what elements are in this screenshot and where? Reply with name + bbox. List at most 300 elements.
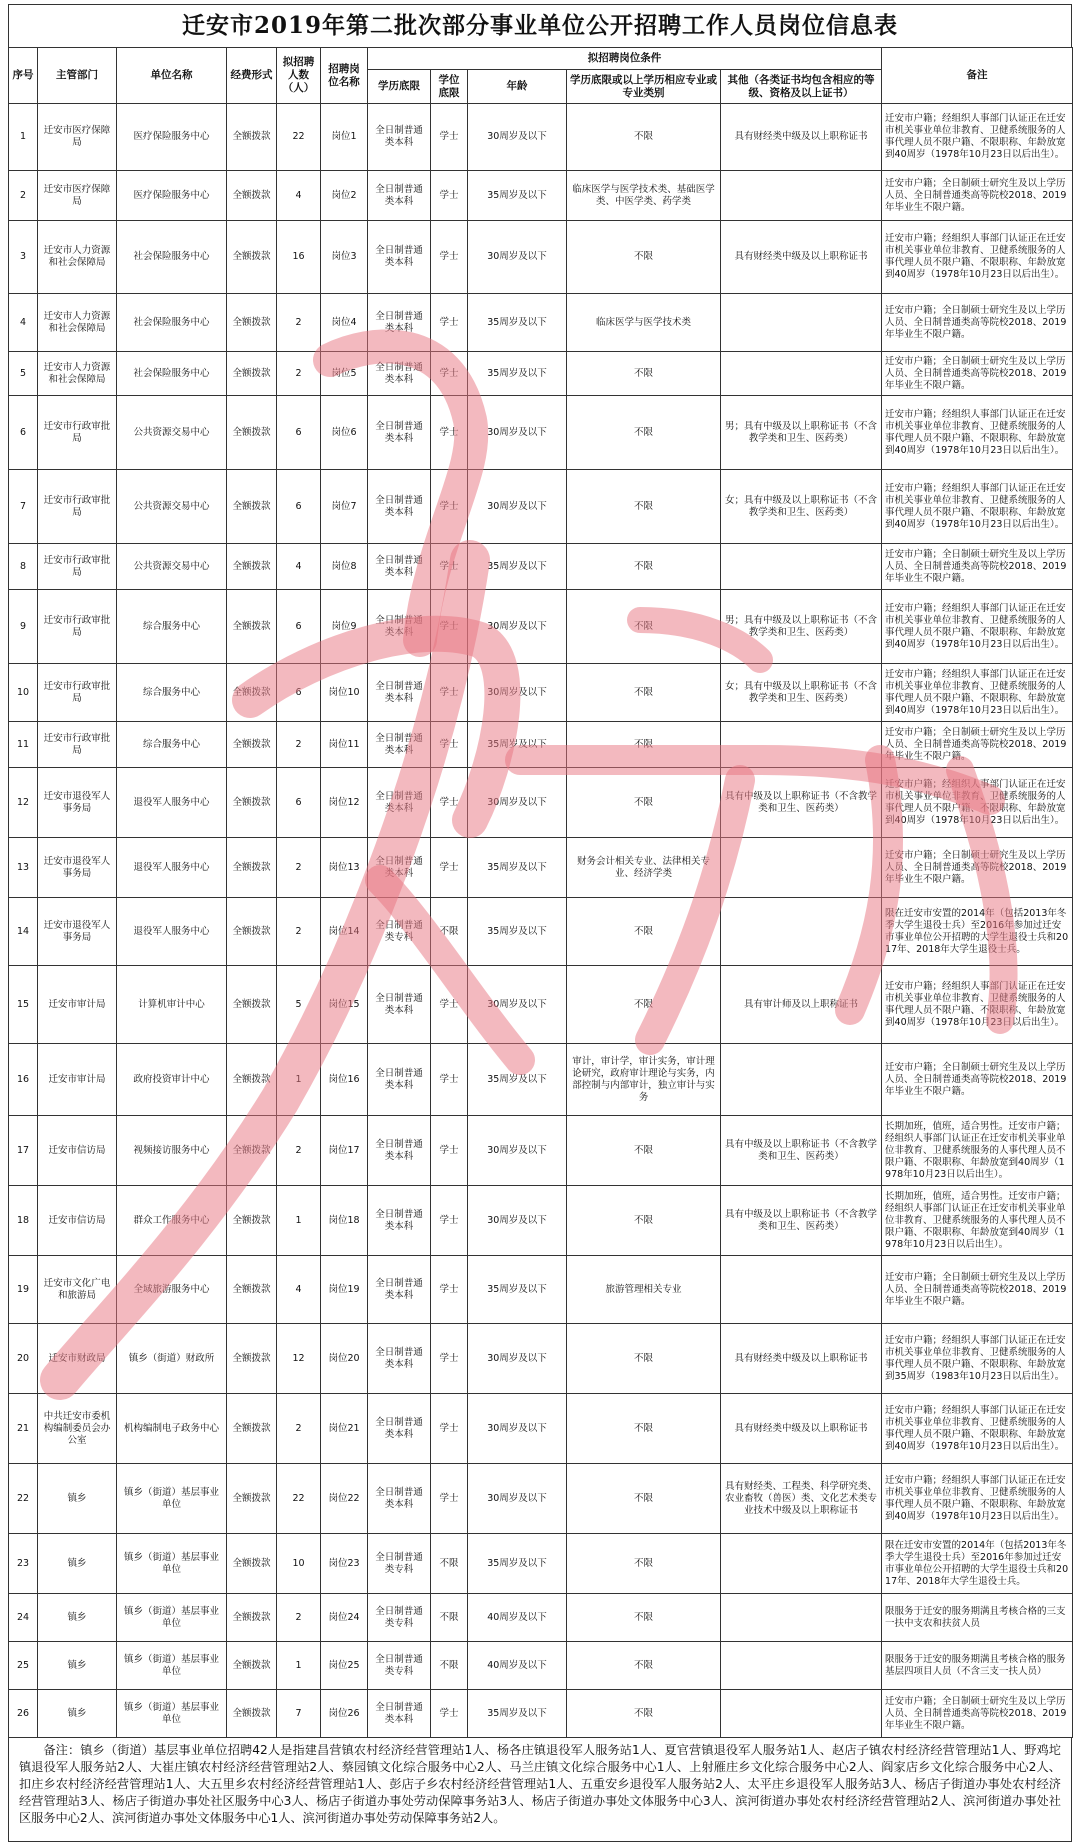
table-row bbox=[9, 1116, 1073, 1186]
cell-major: 临床医学与医学技术类 bbox=[567, 294, 721, 352]
cell-edu: 全日制普通类本科 bbox=[368, 171, 431, 221]
cell-edu: 全日制普通类本科 bbox=[368, 221, 431, 294]
cell-age: 30周岁及以下 bbox=[468, 104, 567, 171]
table-row bbox=[9, 221, 1073, 294]
cell-unit: 视频接访服务中心 bbox=[117, 1116, 227, 1186]
cell-age: 30周岁及以下 bbox=[468, 1186, 567, 1256]
cell-no: 18 bbox=[9, 1186, 38, 1256]
cell-no: 12 bbox=[9, 768, 38, 838]
cell-unit: 医疗保险服务中心 bbox=[117, 171, 227, 221]
cell-note: 迁安市户籍；全日制硕士研究生及以上学历人员、全日制普通类高等院校2018、2019年毕业生不限户籍。 bbox=[882, 838, 1073, 898]
cell-major: 不限 bbox=[567, 722, 721, 768]
cell-unit: 镇乡（街道）基层事业单位 bbox=[117, 1642, 227, 1690]
cell-edu: 全日制普通类本科 bbox=[368, 1324, 431, 1394]
cell-dept: 迁安市信访局 bbox=[38, 1116, 117, 1186]
cell-post: 岗位16 bbox=[321, 1044, 368, 1116]
cell-major: 不限 bbox=[567, 1594, 721, 1642]
cell-note: 迁安市户籍；经组织人事部门认证正在迁安市机关事业单位非教育、卫健系统服务的人事代理人员不限户籍、不限职称、年龄放宽到35周岁（1983年10月23日以后出生）。 bbox=[882, 1324, 1073, 1394]
cell-major: 不限 bbox=[567, 1116, 721, 1186]
cell-count: 2 bbox=[277, 1394, 321, 1464]
cell-unit: 退役军人服务中心 bbox=[117, 838, 227, 898]
cell-count: 5 bbox=[277, 966, 321, 1044]
cell-edu: 全日制普通类本科 bbox=[368, 470, 431, 544]
cell-dept: 镇乡 bbox=[38, 1464, 117, 1534]
cell-no: 17 bbox=[9, 1116, 38, 1186]
cell-major: 不限 bbox=[567, 470, 721, 544]
cell-edu: 全日制普通类本科 bbox=[368, 1044, 431, 1116]
cell-funding: 全额拨款 bbox=[227, 722, 277, 768]
cell-no: 2 bbox=[9, 171, 38, 221]
cell-note: 长期加班，值班，适合男性。迁安市户籍；经组织人事部门认证正在迁安市机关事业单位非教育、卫健系统服务的人事代理人员不限户籍、不限职称、年龄放宽到40周岁（1978年10月23日以后出生）。 bbox=[882, 1116, 1073, 1186]
cell-funding: 全额拨款 bbox=[227, 1186, 277, 1256]
cell-other: 男；具有中级及以上职称证书（不含教学类和卫生、医药类） bbox=[721, 590, 882, 664]
cell-count: 2 bbox=[277, 352, 321, 396]
cell-degree: 学士 bbox=[431, 1464, 468, 1534]
cell-unit: 机构编制电子政务中心 bbox=[117, 1394, 227, 1464]
cell-no: 6 bbox=[9, 396, 38, 470]
table-row bbox=[9, 1256, 1073, 1324]
cell-unit: 综合服务中心 bbox=[117, 722, 227, 768]
cell-note: 迁安市户籍；经组织人事部门认证正在迁安市机关事业单位非教育、卫健系统服务的人事代理人员不限户籍、不限职称、年龄放宽到40周岁（1978年10月23日以后出生）。 bbox=[882, 1394, 1073, 1464]
cell-unit: 社会保险服务中心 bbox=[117, 221, 227, 294]
cell-funding: 全额拨款 bbox=[227, 171, 277, 221]
cell-edu: 全日制普通类本科 bbox=[368, 544, 431, 590]
cell-note: 迁安市户籍；经组织人事部门认证正在迁安市机关事业单位非教育、卫健系统服务的人事代理人员不限户籍、不限职称、年龄放宽到40周岁（1978年10月23日以后出生）。 bbox=[882, 104, 1073, 171]
cell-edu: 全日制普通类本科 bbox=[368, 768, 431, 838]
cell-post: 岗位18 bbox=[321, 1186, 368, 1256]
cell-note: 迁安市户籍；全日制硕士研究生及以上学历人员、全日制普通类高等院校2018、2019年毕业生不限户籍。 bbox=[882, 722, 1073, 768]
cell-edu: 全日制普通类专科 bbox=[368, 1642, 431, 1690]
cell-count: 16 bbox=[277, 221, 321, 294]
cell-other: 具有财经类、工程类、科学研究类、农业畜牧（兽医）类、文化艺术类专业技术中级及以上职称证书 bbox=[721, 1464, 882, 1534]
cell-unit: 镇乡（街道）财政所 bbox=[117, 1324, 227, 1394]
cell-note: 迁安市户籍；经组织人事部门认证正在迁安市机关事业单位非教育、卫健系统服务的人事代理人员不限户籍、不限职称、年龄放宽到40周岁（1978年10月23日以后出生）。 bbox=[882, 768, 1073, 838]
cell-other bbox=[721, 898, 882, 966]
cell-dept: 迁安市审计局 bbox=[38, 1044, 117, 1116]
cell-other bbox=[721, 352, 882, 396]
cell-count: 4 bbox=[277, 1256, 321, 1324]
cell-funding: 全额拨款 bbox=[227, 1044, 277, 1116]
footnote: 备注：镇乡（街道）基层事业单位招聘42人是指建昌营镇农村经济经营管理站1人、杨各庄镇退役军人服务站1人、夏官营镇退役军人服务站1人、赵店子镇农村经济经营管理站1人、野鸡坨镇退役军人服务站2人、大崔庄镇农村经济经营管理站2人、蔡园镇文化综合服务中心2人、马兰庄镇文化综合服务中心1人、上射雁庄乡文化综合服务中心2人、阎家店乡文化综合服务中心2人、扣庄乡农村经济经营管理站1人、大五里乡农村经济经营管理站1人、彭店子乡农村经济经营管理站1人、五重安乡退役军人服务站2人、太平庄乡退役军人服务站3人、杨店子街道办事处农村经济经营管理站3人、杨店子街道办事处社区服务中心3人、杨店子街道办事处劳动保障事务站3人、杨店子街道办事处文体服务中心3人、滨河街道办事处农村经济经营管理站2人、滨河街道办事处社区服务中心2人、滨河街道办事处文体服务中心1人、滨河街道办事处劳动保障事务站2人。 bbox=[8, 1738, 1072, 1842]
cell-funding: 全额拨款 bbox=[227, 1394, 277, 1464]
cell-degree: 不限 bbox=[431, 1642, 468, 1690]
table-row bbox=[9, 171, 1073, 221]
cell-no: 19 bbox=[9, 1256, 38, 1324]
cell-funding: 全额拨款 bbox=[227, 396, 277, 470]
cell-count: 10 bbox=[277, 1534, 321, 1594]
cell-note: 限在迁安市安置的2014年（包括2013年冬季大学生退役士兵）至2016年参加过迁安市事业单位公开招聘的大学生退役士兵和2017年、2018年大学生退役士兵。 bbox=[882, 1534, 1073, 1594]
table-row bbox=[9, 352, 1073, 396]
cell-major: 不限 bbox=[567, 544, 721, 590]
cell-count: 6 bbox=[277, 470, 321, 544]
cell-funding: 全额拨款 bbox=[227, 898, 277, 966]
table-row bbox=[9, 544, 1073, 590]
cell-no: 13 bbox=[9, 838, 38, 898]
cell-other: 具有财经类中级及以上职称证书 bbox=[721, 1394, 882, 1464]
cell-funding: 全额拨款 bbox=[227, 768, 277, 838]
header-major: 学历底限或以上学历相应专业或专业类别 bbox=[567, 70, 721, 104]
header-count: 拟招聘人数（人） bbox=[277, 48, 321, 104]
cell-no: 4 bbox=[9, 294, 38, 352]
cell-age: 35周岁及以下 bbox=[468, 1044, 567, 1116]
cell-degree: 学士 bbox=[431, 590, 468, 664]
cell-note: 迁安市户籍；经组织人事部门认证正在迁安市机关事业单位非教育、卫健系统服务的人事代理人员不限户籍、不限职称、年龄放宽到40周岁（1978年10月23日以后出生）。 bbox=[882, 470, 1073, 544]
cell-note: 迁安市户籍；经组织人事部门认证正在迁安市机关事业单位非教育、卫健系统服务的人事代理人员不限户籍、不限职称、年龄放宽到40周岁（1978年10月23日以后出生）。 bbox=[882, 1464, 1073, 1534]
cell-unit: 全域旅游服务中心 bbox=[117, 1256, 227, 1324]
cell-count: 1 bbox=[277, 1044, 321, 1116]
cell-unit: 医疗保险服务中心 bbox=[117, 104, 227, 171]
cell-post: 岗位15 bbox=[321, 966, 368, 1044]
cell-edu: 全日制普通类本科 bbox=[368, 1690, 431, 1738]
cell-funding: 全额拨款 bbox=[227, 544, 277, 590]
cell-other bbox=[721, 1594, 882, 1642]
cell-age: 35周岁及以下 bbox=[468, 294, 567, 352]
cell-count: 2 bbox=[277, 1116, 321, 1186]
cell-edu: 全日制普通类本科 bbox=[368, 966, 431, 1044]
cell-note: 迁安市户籍；全日制硕士研究生及以上学历人员、全日制普通类高等院校2018、2019年毕业生不限户籍。 bbox=[882, 171, 1073, 221]
cell-count: 6 bbox=[277, 768, 321, 838]
cell-age: 40周岁及以下 bbox=[468, 1642, 567, 1690]
cell-edu: 全日制普通类本科 bbox=[368, 1186, 431, 1256]
cell-funding: 全额拨款 bbox=[227, 294, 277, 352]
cell-dept: 迁安市财政局 bbox=[38, 1324, 117, 1394]
cell-degree: 学士 bbox=[431, 1116, 468, 1186]
cell-age: 30周岁及以下 bbox=[468, 590, 567, 664]
cell-post: 岗位22 bbox=[321, 1464, 368, 1534]
cell-edu: 全日制普通类本科 bbox=[368, 294, 431, 352]
cell-age: 35周岁及以下 bbox=[468, 544, 567, 590]
cell-count: 4 bbox=[277, 544, 321, 590]
cell-edu: 全日制普通类本科 bbox=[368, 1394, 431, 1464]
cell-major: 不限 bbox=[567, 352, 721, 396]
cell-funding: 全额拨款 bbox=[227, 590, 277, 664]
cell-unit: 社会保险服务中心 bbox=[117, 352, 227, 396]
cell-degree: 学士 bbox=[431, 544, 468, 590]
cell-no: 20 bbox=[9, 1324, 38, 1394]
cell-note: 限服务于迁安的服务期满且考核合格的三支一扶中支农和扶贫人员 bbox=[882, 1594, 1073, 1642]
cell-post: 岗位7 bbox=[321, 470, 368, 544]
cell-dept: 迁安市退役军人事务局 bbox=[38, 898, 117, 966]
cell-funding: 全额拨款 bbox=[227, 221, 277, 294]
cell-age: 30周岁及以下 bbox=[468, 966, 567, 1044]
cell-edu: 全日制普通类本科 bbox=[368, 1256, 431, 1324]
cell-funding: 全额拨款 bbox=[227, 1256, 277, 1324]
cell-age: 30周岁及以下 bbox=[468, 396, 567, 470]
cell-unit: 社会保险服务中心 bbox=[117, 294, 227, 352]
cell-dept: 迁安市退役军人事务局 bbox=[38, 838, 117, 898]
cell-major: 旅游管理相关专业 bbox=[567, 1256, 721, 1324]
header-no: 序号 bbox=[9, 48, 38, 104]
cell-other bbox=[721, 722, 882, 768]
cell-age: 35周岁及以下 bbox=[468, 1256, 567, 1324]
cell-age: 35周岁及以下 bbox=[468, 838, 567, 898]
table-row bbox=[9, 1642, 1073, 1690]
cell-edu: 全日制普通类本科 bbox=[368, 722, 431, 768]
cell-no: 3 bbox=[9, 221, 38, 294]
cell-no: 25 bbox=[9, 1642, 38, 1690]
cell-post: 岗位6 bbox=[321, 396, 368, 470]
cell-post: 岗位13 bbox=[321, 838, 368, 898]
cell-other: 女；具有中级及以上职称证书（不含教学类和卫生、医药类） bbox=[721, 470, 882, 544]
positions-table bbox=[8, 47, 1073, 1738]
cell-unit: 群众工作服务中心 bbox=[117, 1186, 227, 1256]
table-row bbox=[9, 104, 1073, 171]
cell-dept: 迁安市行政审批局 bbox=[38, 722, 117, 768]
cell-major: 不限 bbox=[567, 1324, 721, 1394]
table-row bbox=[9, 966, 1073, 1044]
cell-unit: 镇乡（街道）基层事业单位 bbox=[117, 1594, 227, 1642]
cell-edu: 全日制普通类专科 bbox=[368, 1594, 431, 1642]
cell-edu: 全日制普通类本科 bbox=[368, 1464, 431, 1534]
cell-funding: 全额拨款 bbox=[227, 104, 277, 171]
cell-count: 2 bbox=[277, 1594, 321, 1642]
cell-post: 岗位20 bbox=[321, 1324, 368, 1394]
cell-major: 不限 bbox=[567, 768, 721, 838]
cell-major: 不限 bbox=[567, 590, 721, 664]
cell-note: 限在迁安市安置的2014年（包括2013年冬季大学生退役士兵）至2016年参加过迁安市事业单位公开招聘的大学生退役士兵和2017年、2018年大学生退役士兵。 bbox=[882, 898, 1073, 966]
table-row bbox=[9, 1690, 1073, 1738]
table-row bbox=[9, 294, 1073, 352]
cell-edu: 全日制普通类专科 bbox=[368, 1534, 431, 1594]
cell-major: 财务会计相关专业、法律相关专业、经济学类 bbox=[567, 838, 721, 898]
cell-other: 具有中级及以上职称证书（不含教学类和卫生、医药类） bbox=[721, 1186, 882, 1256]
cell-edu: 全日制普通类本科 bbox=[368, 838, 431, 898]
cell-unit: 退役军人服务中心 bbox=[117, 768, 227, 838]
cell-post: 岗位8 bbox=[321, 544, 368, 590]
cell-note: 迁安市户籍；全日制硕士研究生及以上学历人员、全日制普通类高等院校2018、2019年毕业生不限户籍。 bbox=[882, 294, 1073, 352]
header-unit: 单位名称 bbox=[117, 48, 227, 104]
cell-major: 不限 bbox=[567, 1642, 721, 1690]
cell-age: 30周岁及以下 bbox=[468, 1394, 567, 1464]
cell-funding: 全额拨款 bbox=[227, 838, 277, 898]
cell-other bbox=[721, 171, 882, 221]
table-row bbox=[9, 1534, 1073, 1594]
cell-other bbox=[721, 544, 882, 590]
cell-degree: 学士 bbox=[431, 1186, 468, 1256]
cell-major: 不限 bbox=[567, 396, 721, 470]
cell-funding: 全额拨款 bbox=[227, 1642, 277, 1690]
cell-post: 岗位25 bbox=[321, 1642, 368, 1690]
cell-note: 迁安市户籍；全日制硕士研究生及以上学历人员、全日制普通类高等院校2018、2019年毕业生不限户籍。 bbox=[882, 1044, 1073, 1116]
cell-degree: 学士 bbox=[431, 470, 468, 544]
table-row bbox=[9, 898, 1073, 966]
cell-post: 岗位19 bbox=[321, 1256, 368, 1324]
cell-no: 9 bbox=[9, 590, 38, 664]
cell-age: 35周岁及以下 bbox=[468, 1534, 567, 1594]
cell-degree: 学士 bbox=[431, 966, 468, 1044]
cell-major: 临床医学与医学技术类、基础医学类、中医学类、药学类 bbox=[567, 171, 721, 221]
cell-age: 30周岁及以下 bbox=[468, 664, 567, 722]
table-row bbox=[9, 396, 1073, 470]
cell-no: 23 bbox=[9, 1534, 38, 1594]
header-edu: 学历底限 bbox=[368, 70, 431, 104]
cell-major: 不限 bbox=[567, 1534, 721, 1594]
cell-no: 14 bbox=[9, 898, 38, 966]
cell-count: 1 bbox=[277, 1642, 321, 1690]
cell-count: 22 bbox=[277, 104, 321, 171]
cell-degree: 学士 bbox=[431, 664, 468, 722]
table-row bbox=[9, 768, 1073, 838]
cell-degree: 学士 bbox=[431, 722, 468, 768]
cell-funding: 全额拨款 bbox=[227, 470, 277, 544]
cell-dept: 镇乡 bbox=[38, 1594, 117, 1642]
cell-degree: 不限 bbox=[431, 1594, 468, 1642]
cell-count: 2 bbox=[277, 838, 321, 898]
cell-unit: 退役军人服务中心 bbox=[117, 898, 227, 966]
cell-degree: 学士 bbox=[431, 1324, 468, 1394]
cell-dept: 迁安市行政审批局 bbox=[38, 544, 117, 590]
cell-major: 不限 bbox=[567, 104, 721, 171]
cell-degree: 学士 bbox=[431, 171, 468, 221]
cell-note: 迁安市户籍；经组织人事部门认证正在迁安市机关事业单位非教育、卫健系统服务的人事代理人员不限户籍、不限职称、年龄放宽到40周岁（1978年10月23日以后出生）。 bbox=[882, 590, 1073, 664]
cell-other bbox=[721, 838, 882, 898]
cell-count: 6 bbox=[277, 590, 321, 664]
cell-dept: 迁安市人力资源和社会保障局 bbox=[38, 352, 117, 396]
cell-major: 不限 bbox=[567, 898, 721, 966]
table-row bbox=[9, 1394, 1073, 1464]
table-row bbox=[9, 1324, 1073, 1394]
cell-other: 女；具有中级及以上职称证书（不含教学类和卫生、医药类） bbox=[721, 664, 882, 722]
cell-degree: 学士 bbox=[431, 768, 468, 838]
cell-no: 11 bbox=[9, 722, 38, 768]
cell-count: 22 bbox=[277, 1464, 321, 1534]
cell-post: 岗位23 bbox=[321, 1534, 368, 1594]
cell-unit: 综合服务中心 bbox=[117, 590, 227, 664]
cell-dept: 迁安市医疗保障局 bbox=[38, 171, 117, 221]
cell-unit: 综合服务中心 bbox=[117, 664, 227, 722]
cell-age: 35周岁及以下 bbox=[468, 898, 567, 966]
cell-degree: 学士 bbox=[431, 1394, 468, 1464]
cell-funding: 全额拨款 bbox=[227, 664, 277, 722]
cell-degree: 学士 bbox=[431, 221, 468, 294]
cell-other: 具有中级及以上职称证书（不含教学类和卫生、医药类） bbox=[721, 768, 882, 838]
cell-edu: 全日制普通类本科 bbox=[368, 590, 431, 664]
cell-dept: 迁安市行政审批局 bbox=[38, 396, 117, 470]
cell-note: 迁安市户籍；全日制硕士研究生及以上学历人员、全日制普通类高等院校2018、2019年毕业生不限户籍。 bbox=[882, 544, 1073, 590]
cell-age: 30周岁及以下 bbox=[468, 768, 567, 838]
cell-other bbox=[721, 294, 882, 352]
cell-degree: 不限 bbox=[431, 1534, 468, 1594]
cell-no: 16 bbox=[9, 1044, 38, 1116]
cell-no: 8 bbox=[9, 544, 38, 590]
header-post: 招聘岗位名称 bbox=[321, 48, 368, 104]
cell-other: 具有中级及以上职称证书（不含教学类和卫生、医药类） bbox=[721, 1116, 882, 1186]
cell-note: 迁安市户籍；经组织人事部门认证正在迁安市机关事业单位非教育、卫健系统服务的人事代理人员不限户籍、不限职称、年龄放宽到40周岁（1978年10月23日以后出生）。 bbox=[882, 664, 1073, 722]
cell-edu: 全日制普通类本科 bbox=[368, 352, 431, 396]
cell-age: 30周岁及以下 bbox=[468, 221, 567, 294]
cell-degree: 学士 bbox=[431, 1044, 468, 1116]
table-row bbox=[9, 470, 1073, 544]
cell-dept: 迁安市行政审批局 bbox=[38, 470, 117, 544]
table-row bbox=[9, 664, 1073, 722]
cell-funding: 全额拨款 bbox=[227, 1464, 277, 1534]
cell-note: 长期加班，值班，适合男性。迁安市户籍；经组织人事部门认证正在迁安市机关事业单位非教育、卫健系统服务的人事代理人员不限户籍、不限职称、年龄放宽到40周岁（1978年10月23日以后出生）。 bbox=[882, 1186, 1073, 1256]
cell-count: 12 bbox=[277, 1324, 321, 1394]
cell-note: 迁安市户籍；经组织人事部门认证正在迁安市机关事业单位非教育、卫健系统服务的人事代理人员不限户籍、不限职称、年龄放宽到40周岁（1978年10月23日以后出生）。 bbox=[882, 221, 1073, 294]
cell-other: 男；具有中级及以上职称证书（不含教学类和卫生、医药类） bbox=[721, 396, 882, 470]
cell-dept: 迁安市退役军人事务局 bbox=[38, 768, 117, 838]
cell-major: 不限 bbox=[567, 1394, 721, 1464]
cell-unit: 公共资源交易中心 bbox=[117, 470, 227, 544]
cell-funding: 全额拨款 bbox=[227, 966, 277, 1044]
cell-count: 1 bbox=[277, 1186, 321, 1256]
cell-no: 26 bbox=[9, 1690, 38, 1738]
document-page bbox=[8, 4, 1072, 1831]
cell-post: 岗位26 bbox=[321, 1690, 368, 1738]
cell-degree: 学士 bbox=[431, 294, 468, 352]
header-note: 备注 bbox=[882, 48, 1073, 104]
cell-unit: 政府投资审计中心 bbox=[117, 1044, 227, 1116]
cell-unit: 镇乡（街道）基层事业单位 bbox=[117, 1464, 227, 1534]
table-row bbox=[9, 1044, 1073, 1116]
cell-degree: 不限 bbox=[431, 898, 468, 966]
cell-edu: 全日制普通类本科 bbox=[368, 104, 431, 171]
document-title: 迁安市2019年第二批次部分事业单位公开招聘工作人员岗位信息表 bbox=[8, 4, 1072, 47]
header-age: 年龄 bbox=[468, 70, 567, 104]
cell-other bbox=[721, 1044, 882, 1116]
cell-post: 岗位14 bbox=[321, 898, 368, 966]
cell-no: 22 bbox=[9, 1464, 38, 1534]
cell-other: 具有审计师及以上职称证书 bbox=[721, 966, 882, 1044]
cell-post: 岗位12 bbox=[321, 768, 368, 838]
cell-post: 岗位4 bbox=[321, 294, 368, 352]
cell-dept: 中共迁安市委机构编制委员会办公室 bbox=[38, 1394, 117, 1464]
cell-dept: 镇乡 bbox=[38, 1534, 117, 1594]
header-conditions-group: 拟招聘岗位条件 bbox=[368, 48, 882, 70]
cell-no: 7 bbox=[9, 470, 38, 544]
cell-age: 35周岁及以下 bbox=[468, 352, 567, 396]
cell-other bbox=[721, 1642, 882, 1690]
cell-post: 岗位10 bbox=[321, 664, 368, 722]
table-row bbox=[9, 1594, 1073, 1642]
cell-count: 6 bbox=[277, 396, 321, 470]
cell-dept: 迁安市审计局 bbox=[38, 966, 117, 1044]
cell-post: 岗位2 bbox=[321, 171, 368, 221]
cell-major: 不限 bbox=[567, 221, 721, 294]
cell-dept: 迁安市人力资源和社会保障局 bbox=[38, 294, 117, 352]
cell-other bbox=[721, 1256, 882, 1324]
table-row bbox=[9, 722, 1073, 768]
cell-count: 7 bbox=[277, 1690, 321, 1738]
cell-unit: 镇乡（街道）基层事业单位 bbox=[117, 1690, 227, 1738]
cell-post: 岗位11 bbox=[321, 722, 368, 768]
cell-note: 迁安市户籍；全日制硕士研究生及以上学历人员、全日制普通类高等院校2018、2019年毕业生不限户籍。 bbox=[882, 1690, 1073, 1738]
cell-degree: 学士 bbox=[431, 838, 468, 898]
cell-note: 迁安市户籍；全日制硕士研究生及以上学历人员、全日制普通类高等院校2018、2019年毕业生不限户籍。 bbox=[882, 1256, 1073, 1324]
cell-age: 30周岁及以下 bbox=[468, 1464, 567, 1534]
cell-post: 岗位17 bbox=[321, 1116, 368, 1186]
table-row bbox=[9, 838, 1073, 898]
cell-unit: 公共资源交易中心 bbox=[117, 544, 227, 590]
cell-funding: 全额拨款 bbox=[227, 1594, 277, 1642]
header-dept: 主管部门 bbox=[38, 48, 117, 104]
cell-count: 2 bbox=[277, 898, 321, 966]
cell-post: 岗位1 bbox=[321, 104, 368, 171]
table-row bbox=[9, 590, 1073, 664]
table-row bbox=[9, 1186, 1073, 1256]
cell-dept: 迁安市人力资源和社会保障局 bbox=[38, 221, 117, 294]
cell-dept: 迁安市行政审批局 bbox=[38, 664, 117, 722]
cell-funding: 全额拨款 bbox=[227, 1324, 277, 1394]
cell-dept: 迁安市文化广电和旅游局 bbox=[38, 1256, 117, 1324]
cell-count: 2 bbox=[277, 722, 321, 768]
cell-funding: 全额拨款 bbox=[227, 1116, 277, 1186]
cell-major: 不限 bbox=[567, 966, 721, 1044]
cell-major: 不限 bbox=[567, 664, 721, 722]
cell-age: 30周岁及以下 bbox=[468, 470, 567, 544]
cell-count: 2 bbox=[277, 294, 321, 352]
cell-post: 岗位5 bbox=[321, 352, 368, 396]
